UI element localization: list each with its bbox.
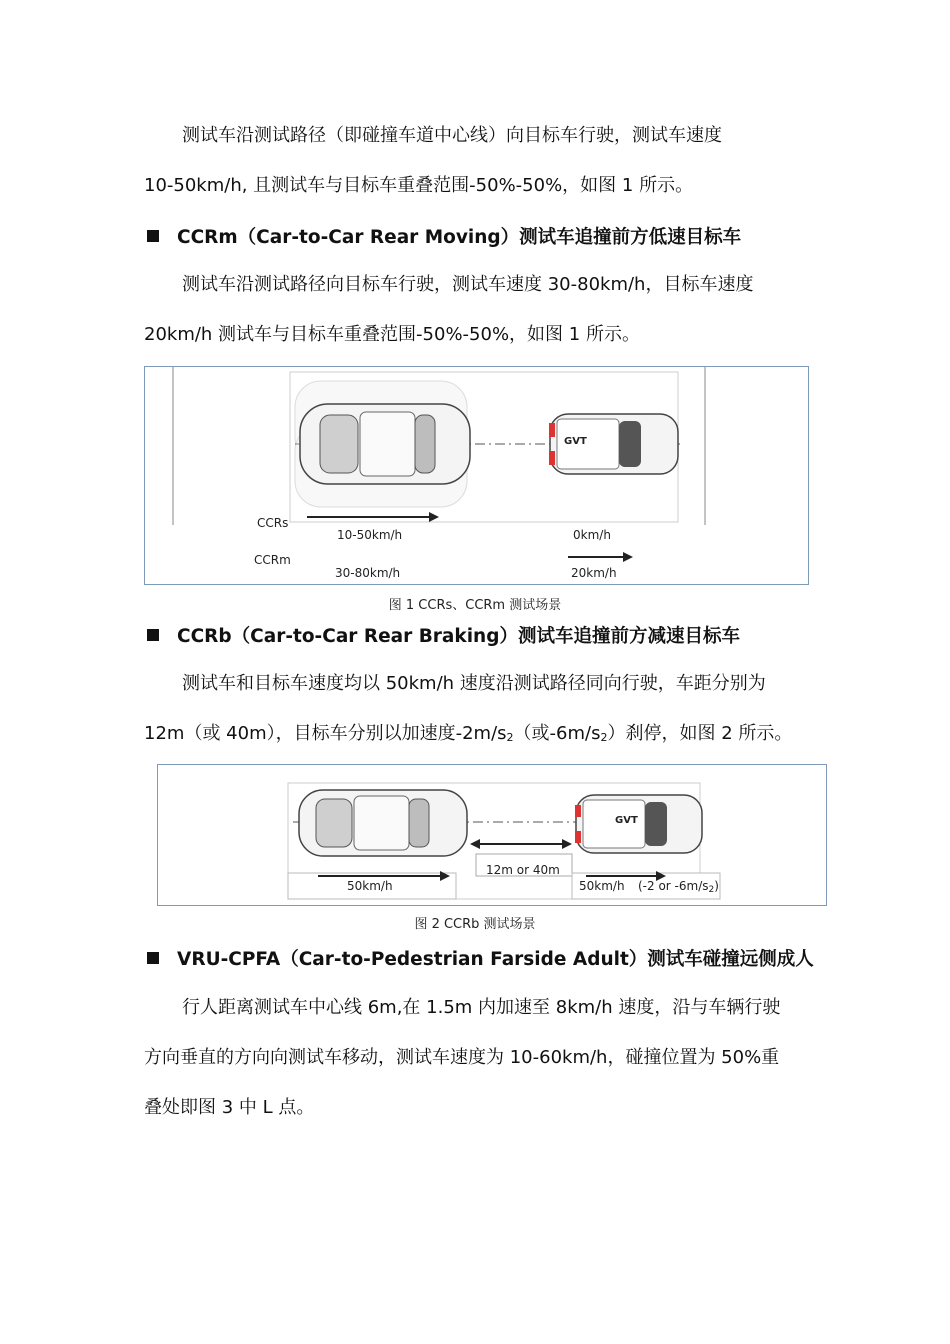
figure-1-caption: 图 1 CCRs、CCRm 测试场景 [388, 598, 562, 613]
ccrb-line-1: 测试车和目标车速度均以 50km/h 速度沿测试路径同向行驶，车距分别为 [182, 673, 766, 694]
target-badge: GVT [615, 815, 638, 826]
test-car-icon [299, 790, 467, 856]
ccrm-line-2: 20km/h 测试车与目标车重叠范围-50%-50%，如图 1 所示。 [144, 324, 640, 345]
vru-heading-text: VRU-CPFA（Car-to-Pedestrian Farside Adult）测试车碰撞远侧成人 [177, 949, 814, 970]
paragraph-1-line-2: 10-50km/h, 且测试车与目标车重叠范围-50%-50%，如图 1 所示。 [144, 175, 694, 196]
ccrm-heading [147, 226, 741, 250]
vru-line-1: 行人距离测试车中心线 6m,在 1.5m 内加速至 8km/h 速度，沿与车辆行驶 [182, 997, 781, 1018]
target-badge: GVT [564, 436, 587, 447]
ccrm-target-speed: 20km/h [571, 566, 617, 580]
test-car-icon [300, 404, 470, 484]
figure-2-caption: 图 2 CCRb 测试场景 [414, 917, 536, 932]
ccrm-test-speed: 30-80km/h [335, 566, 401, 580]
square-bullet-icon [147, 952, 159, 964]
ccrs-label: CCRs [257, 516, 289, 530]
figure-1-drawing [145, 367, 808, 584]
target-speed-label: 50km/h [579, 879, 625, 893]
target-car-icon [575, 795, 702, 853]
vru-line-2: 方向垂直的方向向测试车移动，测试车速度为 10-60km/h，碰撞位置为 50%重 [144, 1047, 780, 1068]
gap-label: 12m or 40m [486, 863, 560, 877]
ccrs-target-speed: 0km/h [573, 528, 611, 542]
square-bullet-icon [147, 230, 159, 242]
figure-1 [144, 366, 809, 585]
ccrm-label: CCRm [254, 553, 291, 567]
ccrm-heading-text: CCRm（Car-to-Car Rear Moving）测试车追撞前方低速目标车 [177, 227, 742, 248]
paragraph-1-line-1: 测试车沿测试路径（即碰撞车道中心线）向目标车行驶，测试车速度 [182, 125, 722, 146]
ccrb-line-2: 12m（或 40m），目标车分别以加速度$-2m/s_2$（或$-6m/s_2$）刹停，如图 2 所示。 [144, 723, 793, 744]
test-speed-label: 50km/h [347, 879, 393, 893]
ccrm-line-1: 测试车沿测试路径向目标车行驶，测试车速度 30-80km/h，目标车速度 [182, 274, 754, 295]
vru-line-3: 叠处即图 3 中 L 点。 [144, 1097, 315, 1118]
ccrb-heading-text: CCRb（Car-to-Car Rear Braking）测试车追撞前方减速目标车 [177, 626, 740, 647]
ccrs-test-speed: 10-50km/h [337, 528, 403, 542]
figure-2 [157, 764, 827, 906]
square-bullet-icon [147, 629, 159, 641]
deceleration-label: (-2 or $-6m/s_2$) [638, 879, 719, 895]
vru-heading [147, 948, 814, 972]
figure-2-drawing [158, 765, 826, 905]
ccrb-heading [147, 625, 740, 649]
